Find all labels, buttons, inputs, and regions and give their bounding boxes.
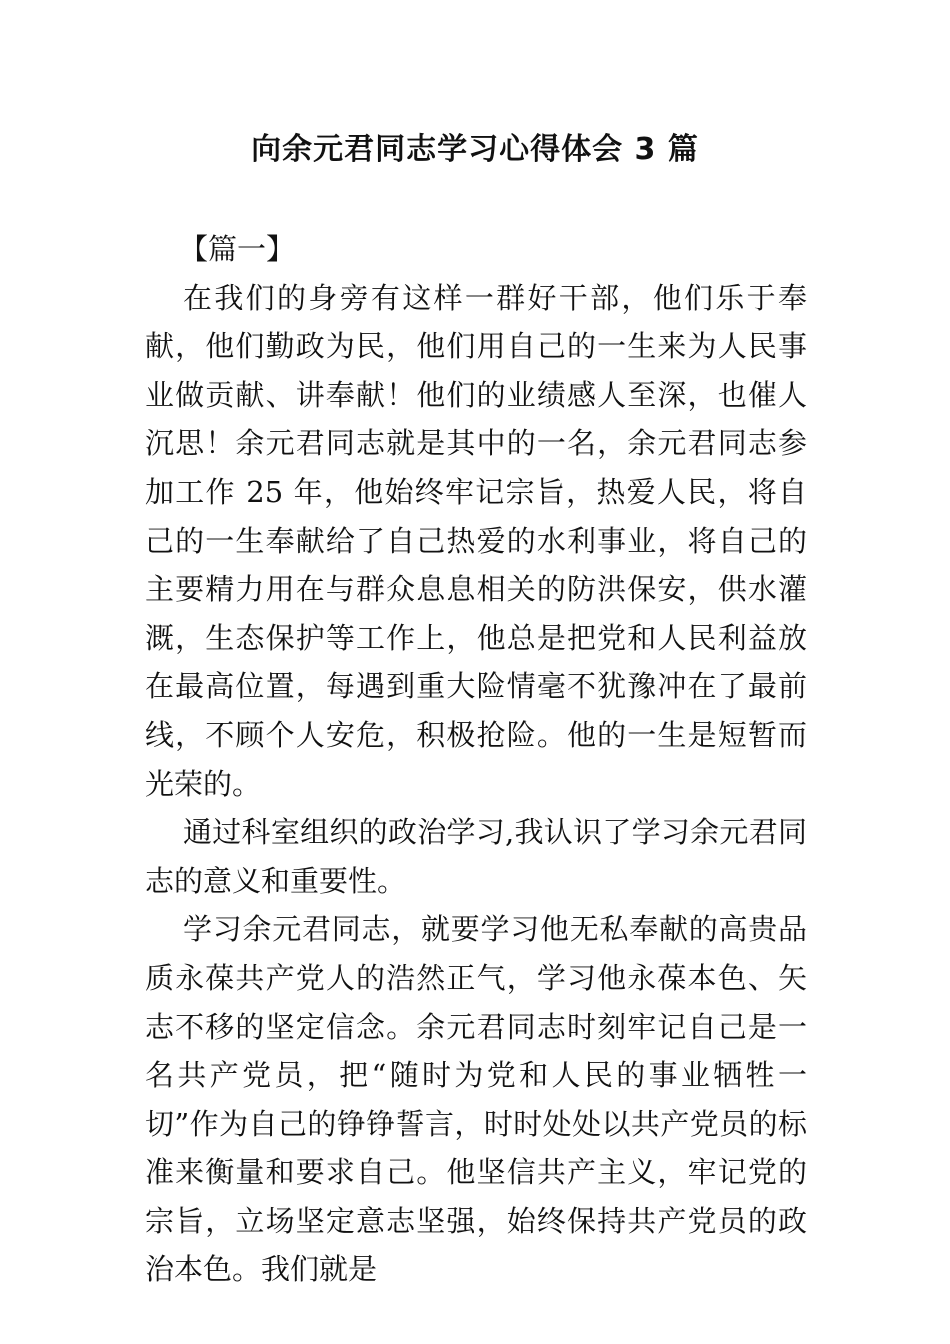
paragraph-1: 在我们的身旁有这样一群好干部，他们乐于奉献，他们勤政为民，他们用自己的一生来为人民事业做贡献、讲奉献！他们的业绩感人至深，也催人沉思！余元君同志就是其中的一名，余元君同志参加工作 25 年，他始终牢记宗旨，热爱人民，将自己的一生奉献给了自己热爱的水利事业，将自己的主要精力用在与群众息息相关的防洪保安，供水灌溉，生态保护等工作上，他总是把党和人民利益放在最高位置，每遇到重大险情毫不犹豫冲在了最前线，不顾个人安危，积极抢险。他的一生是短暂而光荣的。 xyxy=(145,280,807,801)
paragraph-2: 通过科室组织的政治学习,我认识了学习余元君同志的意义和重要性。 xyxy=(145,815,807,898)
document-title: 向余元君同志学习心得体会 3 篇 xyxy=(251,132,699,167)
document-body xyxy=(145,225,807,1294)
section-label: 【篇一】 xyxy=(179,232,296,266)
paragraph-3: 学习余元君同志，就要学习他无私奉献的高贵品质永葆共产党人的浩然正气，学习他永葆本色、矢志不移的坚定信念。余元君同志时刻牢记自己是一名共产党员，把“随时为党和人民的事业牺牲一切”作为自己的铮铮誓言，时时处处以共产党员的标准来衡量和要求自己。他坚信共产主义，牢记党的宗旨，立场坚定意志坚强，始终保持共产党员的政治本色。我们就是 xyxy=(145,912,807,1287)
